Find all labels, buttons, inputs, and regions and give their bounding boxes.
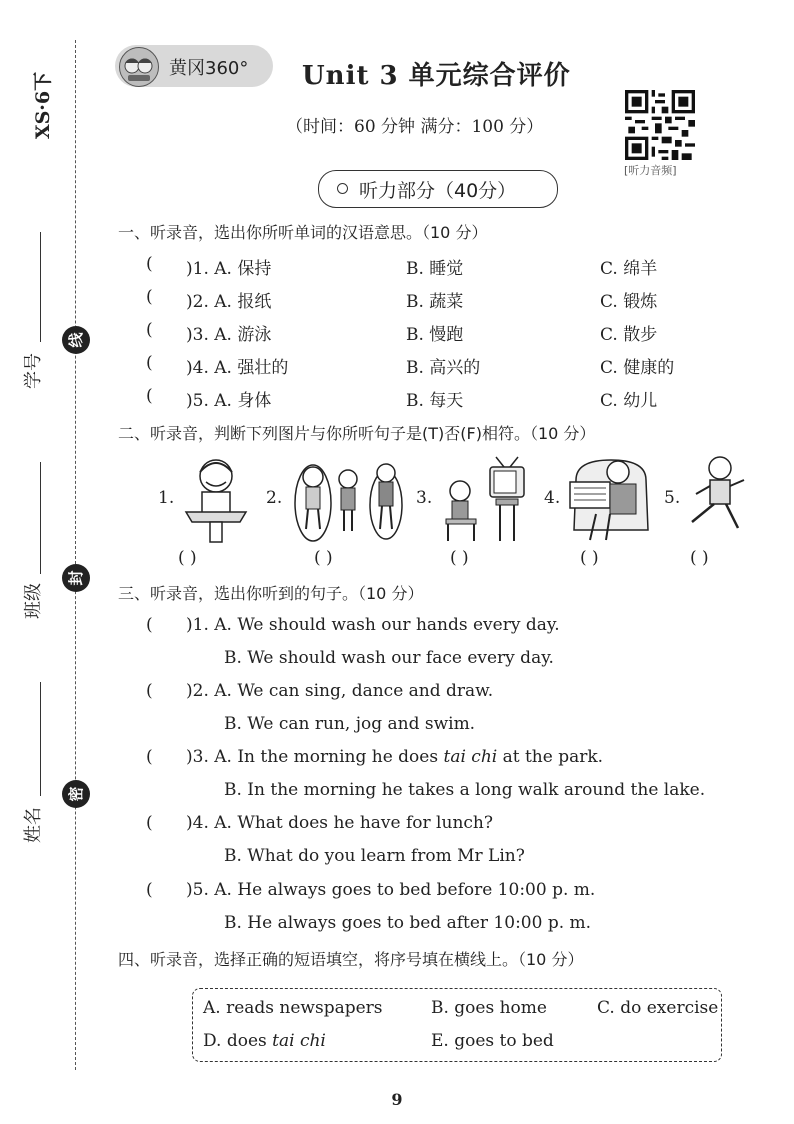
answer-blank[interactable]: ( — [146, 353, 153, 373]
q4-option-e: E. goes to bed — [431, 1031, 554, 1051]
exam-time-score: （时间：60 分钟 满分：100 分） — [286, 117, 544, 137]
q3-option-a: )2. A. We can sing, dance and draw. — [186, 681, 494, 701]
picture-label: 5. — [664, 488, 681, 508]
answer-blank[interactable]: ( — [146, 681, 153, 701]
bullet-dot-icon — [337, 183, 348, 194]
picture-label: 1. — [158, 488, 175, 508]
series-code: XS·6下 — [32, 71, 55, 140]
student-number-line[interactable] — [40, 232, 41, 342]
q1-option-b: B. 慢跑 — [406, 325, 464, 345]
q3-option-b: B. He always goes to bed after 10:00 p. m. — [224, 913, 592, 933]
q3-heading: 三、听录音，选出你听到的句子。（10 分） — [118, 584, 424, 603]
q3-option-a: )5. A. He always goes to bed before 10:00 p. m. — [186, 880, 596, 900]
answer-blank[interactable]: ( ) — [450, 548, 469, 568]
q3-option-b: B. In the morning he takes a long walk around the lake. — [224, 780, 706, 800]
boy-running-icon — [684, 452, 754, 534]
q1-option-b: B. 每天 — [406, 391, 464, 411]
answer-blank[interactable]: ( — [146, 320, 153, 340]
q1-option-c: C. 健康的 — [600, 358, 675, 378]
q3-option-a: )4. A. What does he have for lunch? — [186, 813, 493, 833]
q1-option-b: B. 高兴的 — [406, 358, 481, 378]
answer-blank[interactable]: ( — [146, 386, 153, 406]
picture-label: 2. — [266, 488, 283, 508]
student-number-label: 学号 — [23, 353, 44, 389]
q1-option-c: C. 绵羊 — [600, 259, 658, 279]
answer-blank[interactable]: ( — [146, 813, 153, 833]
q1-option-a: )1. A. 保持 — [186, 259, 272, 279]
q3-option-a — [186, 747, 603, 767]
q2-heading: 二、听录音，判断下列图片与你所听句子是(T)否(F)相符。（10 分） — [118, 424, 596, 443]
page-number: 9 — [391, 1090, 403, 1109]
q3-option-a-italic: tai chi — [443, 747, 498, 767]
q1-option-c: C. 幼儿 — [600, 391, 658, 411]
q4-option-d — [203, 1031, 326, 1051]
section-title-box — [318, 170, 558, 208]
answer-blank[interactable]: ( ) — [580, 548, 599, 568]
answer-blank[interactable]: ( ) — [178, 548, 197, 568]
kids-skipping-rope-icon — [288, 455, 408, 545]
q4-options-box — [192, 988, 722, 1062]
q3-option-b: B. We can run, jog and swim. — [224, 714, 476, 734]
picture-label: 4. — [544, 488, 561, 508]
qr-code-icon[interactable] — [625, 90, 695, 160]
q1-option-a: )2. A. 报纸 — [186, 292, 272, 312]
answer-blank[interactable]: ( — [146, 287, 153, 307]
qr-caption: [听力音频] — [624, 164, 677, 177]
cartoon-kids-icon — [119, 47, 159, 87]
name-label: 姓名 — [23, 807, 44, 843]
q1-heading: 一、听录音，选出你所听单词的汉语意思。（10 分） — [118, 223, 488, 242]
answer-blank[interactable]: ( — [146, 880, 153, 900]
q4-option-a: A. reads newspapers — [203, 998, 383, 1018]
seal-badge-line: 线 — [62, 326, 90, 354]
q3-option-a-text-end: at the park. — [497, 747, 604, 767]
boy-washing-face-icon — [180, 452, 252, 544]
seal-badge-seal: 封 — [62, 564, 90, 592]
q1-option-a: )4. A. 强壮的 — [186, 358, 289, 378]
answer-blank[interactable]: ( ) — [690, 548, 709, 568]
q1-option-a: )5. A. 身体 — [186, 391, 272, 411]
picture-label: 3. — [416, 488, 433, 508]
section-title: 听力部分（40分） — [359, 180, 517, 202]
grandpa-reading-newspaper-icon — [566, 450, 656, 544]
binding-dashed-line — [75, 40, 76, 1070]
q1-option-c: C. 锻炼 — [600, 292, 658, 312]
q4-option-b: B. goes home — [431, 998, 547, 1018]
name-line[interactable] — [40, 682, 41, 796]
answer-blank[interactable]: ( — [146, 615, 153, 635]
q1-option-a: )3. A. 游泳 — [186, 325, 272, 345]
q3-option-a-text: )3. A. In the morning he does — [186, 747, 444, 767]
answer-blank[interactable]: ( — [146, 254, 153, 274]
q3-option-a: )1. A. We should wash our hands every day. — [186, 615, 560, 635]
class-label: 班级 — [23, 583, 44, 619]
answer-blank[interactable]: ( ) — [314, 548, 333, 568]
q1-option-c: C. 散步 — [600, 325, 658, 345]
q1-option-b: B. 睡觉 — [406, 259, 464, 279]
brand-logo — [115, 45, 273, 87]
q3-option-b: B. We should wash our face every day. — [224, 648, 554, 668]
page-title: Unit 3 单元综合评价 — [302, 61, 571, 91]
q4-option-d-italic: tai chi — [272, 1031, 326, 1051]
brand-name: 黄冈360° — [169, 58, 249, 79]
seal-badge-secret: 密 — [62, 780, 90, 808]
q3-option-b: B. What do you learn from Mr Lin? — [224, 846, 525, 866]
q4-option-c: C. do exercise — [597, 998, 719, 1018]
q1-option-b: B. 蔬菜 — [406, 292, 464, 312]
answer-blank[interactable]: ( — [146, 747, 153, 767]
class-line[interactable] — [40, 462, 41, 574]
boy-watching-tv-icon — [438, 455, 528, 543]
q4-heading: 四、听录音，选择正确的短语填空，将序号填在横线上。（10 分） — [118, 950, 584, 969]
q4-option-d-text: D. does — [203, 1031, 273, 1051]
